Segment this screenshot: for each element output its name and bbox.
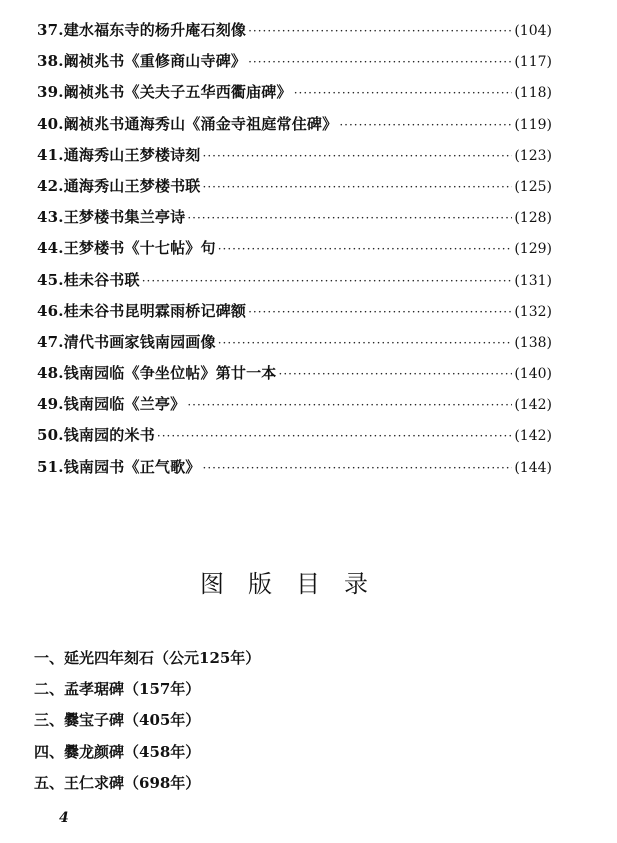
toc-entry xyxy=(37,269,552,300)
toc-entry-title: 51.钱南园书《正气歌》 xyxy=(37,457,201,476)
toc-entry-page: (117) xyxy=(514,54,552,71)
toc-entry xyxy=(37,144,552,175)
toc-entry-page: (118) xyxy=(514,85,552,102)
toc-entry-page: (138) xyxy=(514,334,552,351)
toc-entry-title: 40.阚祯兆书通海秀山《涌金寺祖庭常住碑》 xyxy=(37,114,338,133)
toc-entry-page: (129) xyxy=(514,241,552,258)
toc-entry-page: (104) xyxy=(514,23,552,39)
plate-item: 一、延光四年刻石（公元125年） xyxy=(34,649,261,667)
toc-entry-page: (125) xyxy=(514,178,552,195)
toc-entry-title: 46.桂未谷书昆明霖雨桥记碑额 xyxy=(37,301,247,320)
toc-entry xyxy=(37,393,552,424)
toc-entry xyxy=(37,50,552,81)
plates-list xyxy=(34,647,260,803)
dot-leader xyxy=(187,398,512,412)
toc-entry-title: 39.阚祯兆书《关夫子五华西衢庙碑》 xyxy=(37,83,292,102)
toc-entry xyxy=(37,81,552,112)
dot-leader xyxy=(248,24,512,38)
dot-leader xyxy=(203,180,513,194)
dot-leader xyxy=(294,86,513,100)
dot-leader xyxy=(218,336,513,350)
dot-leader xyxy=(248,55,512,69)
toc-entry-page: (128) xyxy=(514,210,552,227)
toc-entry xyxy=(37,424,552,455)
page-number: 4 xyxy=(59,810,69,826)
plate-item: 二、孟孝琚碑（157年） xyxy=(34,680,201,699)
toc-entry xyxy=(37,237,552,268)
toc-entry xyxy=(37,362,552,393)
dot-leader xyxy=(187,211,512,225)
toc-entry-page: (132) xyxy=(514,303,552,320)
toc-entry-page: (131) xyxy=(514,272,552,289)
dot-leader xyxy=(339,118,512,132)
toc-entry xyxy=(37,19,552,50)
toc-entry xyxy=(37,456,552,487)
dot-leader xyxy=(279,367,513,381)
toc-entry xyxy=(37,206,552,237)
toc-entry-title: 42.通海秀山王梦楼书联 xyxy=(37,176,201,195)
toc-entry-page: (140) xyxy=(514,366,552,383)
toc-entry-title: 37.建水福东寺的杨升庵石刻像 xyxy=(37,21,247,39)
toc-entry-title: 50.钱南园的米书 xyxy=(37,426,155,445)
toc-entry-title: 45.桂未谷书联 xyxy=(37,270,140,289)
dot-leader xyxy=(203,461,513,475)
dot-leader xyxy=(142,274,513,288)
toc-entry-title: 38.阚祯兆书《重修商山寺碑》 xyxy=(37,52,247,71)
toc-entry-title: 44.王梦楼书《十七帖》句 xyxy=(37,239,216,258)
plates-section-heading: 图版目录 xyxy=(200,570,392,598)
toc-entry-page: (142) xyxy=(514,397,552,414)
toc-entry-title: 41.通海秀山王梦楼诗刻 xyxy=(37,145,201,164)
plate-item: 五、王仁求碑（698年） xyxy=(34,773,201,792)
dot-leader xyxy=(248,305,512,319)
toc-entry-title: 48.钱南园临《争坐位帖》第廿一本 xyxy=(37,364,277,383)
dot-leader xyxy=(157,429,512,443)
contents-list xyxy=(37,19,552,487)
toc-entry-title: 43.王梦楼书集兰亭诗 xyxy=(37,208,186,227)
toc-entry-title: 49.钱南园临《兰亭》 xyxy=(37,395,186,414)
toc-entry xyxy=(37,331,552,362)
toc-entry xyxy=(37,175,552,206)
toc-entry-page: (123) xyxy=(514,147,552,164)
dot-leader xyxy=(203,149,513,163)
toc-entry-page: (142) xyxy=(514,428,552,445)
toc-entry-page: (119) xyxy=(514,116,552,133)
toc-entry-title: 47.清代书画家钱南园画像 xyxy=(37,332,216,351)
plate-item: 四、爨龙颜碑（458年） xyxy=(34,742,201,761)
dot-leader xyxy=(218,242,513,256)
toc-entry-page: (144) xyxy=(514,459,552,476)
plate-item: 三、爨宝子碑（405年） xyxy=(34,711,201,730)
toc-entry xyxy=(37,113,552,144)
toc-entry xyxy=(37,300,552,331)
